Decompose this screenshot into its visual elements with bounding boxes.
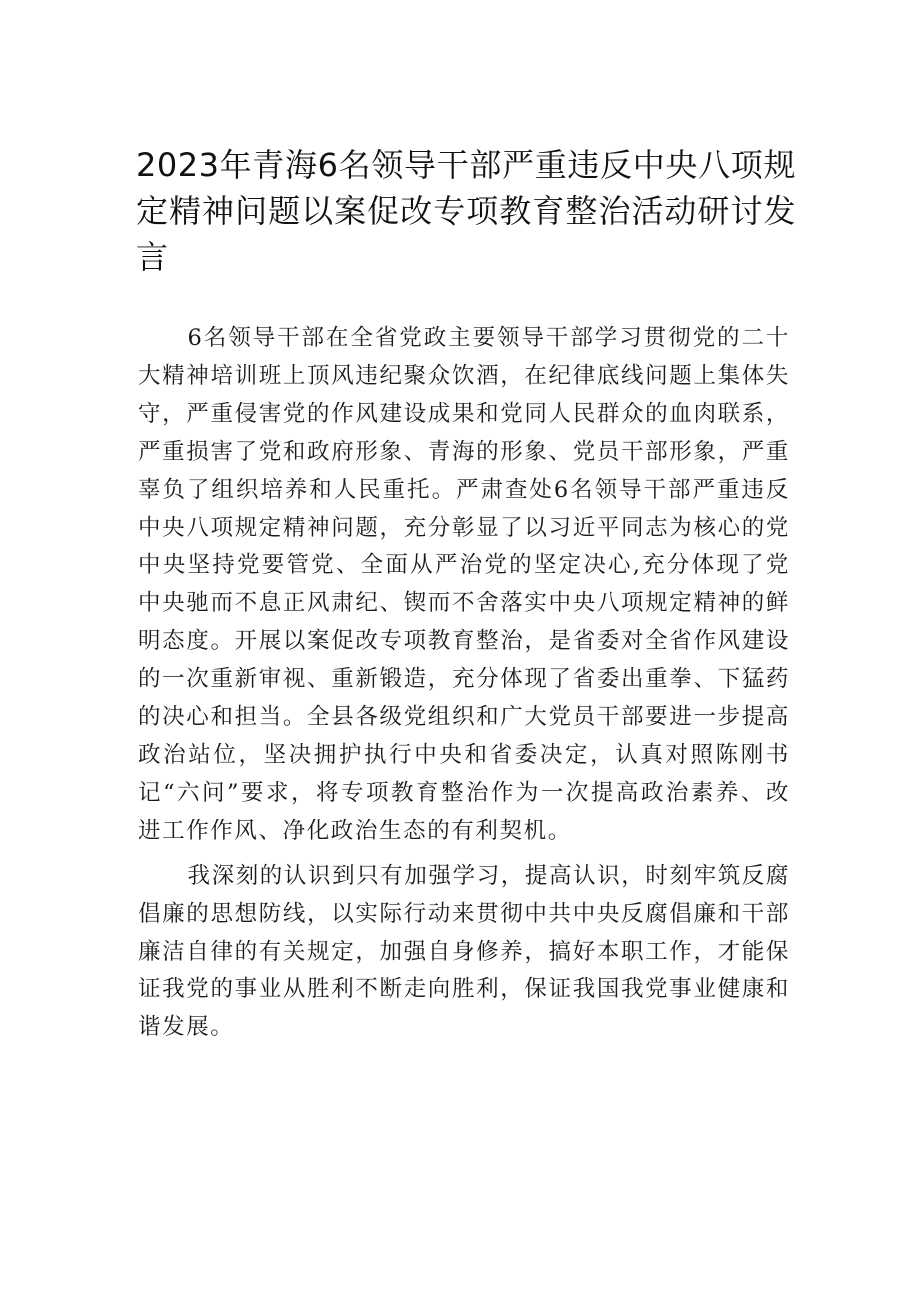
paragraph: 我深刻的认识到只有加强学习，提高认识，时刻牢筑反腐倡廉的思想防线，以实际行动来贯彻中共中央反腐倡廉和干部廉洁自律的有关规定，加强自身修养，搞好本职工作，才能保证我党的事业从胜利不断走向胜利，保证我国我党事业健康和谐发展。 (138, 862, 791, 1041)
document-title: 2023年青海6名领导干部严重违反中央八项规定精神问题以案促改专项教育整治活动研讨发言 (136, 146, 796, 276)
document-body (138, 320, 790, 1054)
paragraph: 6名领导干部在全省党政主要领导干部学习贯彻党的二十大精神培训班上顶风违纪聚众饮酒，在纪律底线问题上集体失守，严重侵害党的作风建设成果和党同人民群众的血肉联系，严重损害了党和政府形象、青海的形象、党员干部形象，严重辜负了组织培养和人民重托。严肃查处6名领导干部严重违反中央八项规定精神问题，充分彰显了以习近平同志为核心的党中央坚持党要管党、全面从严治党的坚定决心,充分体现了党中央驰而不息正风肃纪、锲而不舍落实中央八项规定精神的鲜明态度。开展以案促改专项教育整治，是省委对全省作风建设的一次重新审视、重新锻造，充分体现了省委出重拳、下猛药的决心和担当。全县各级党组织和广大党员干部要进一步提高政治站位，坚决拥护执行中央和省委决定，认真对照陈刚书记“六问”要求，将专项教育整治作为一次提高政治素养、改进工作作风、净化政治生态的有利契机。 (138, 325, 790, 844)
